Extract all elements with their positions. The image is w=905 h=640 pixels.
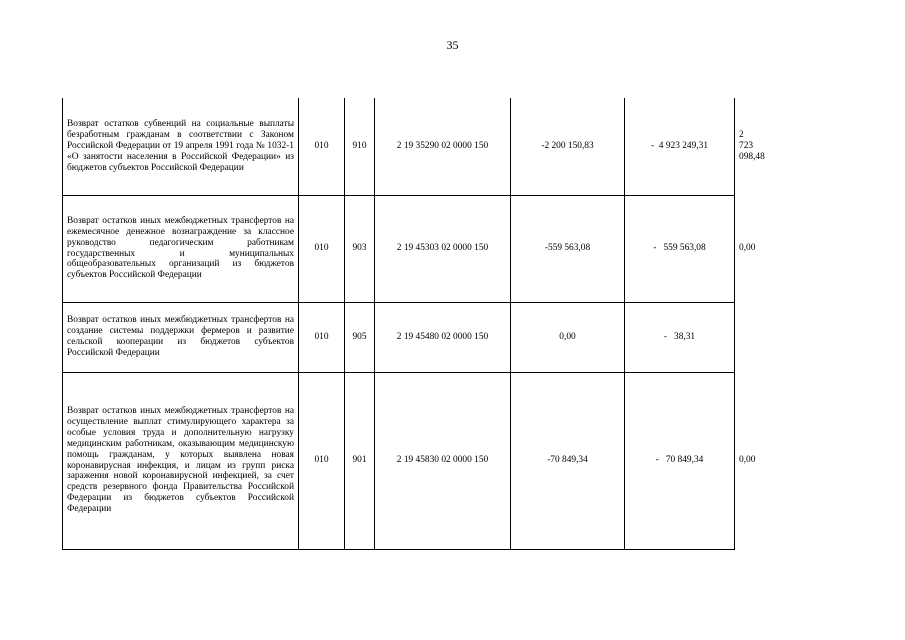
- table-row: Возврат остатков иных межбюджетных трансфертов на ежемесячное денежное вознаграждение за классное руководство педагогическим работникам государственных и муниципальных общеобразовательных организаций из бюджетов субъектов Российской Федерации 010 903 2 19 45303 02 0000 150 -559 563,08 - 559 563,08 0,00: [63, 195, 735, 302]
- amount-cell-2: - 4 923 249,31: [625, 98, 735, 195]
- admin-code-cell: 903: [345, 195, 375, 302]
- budget-table: [62, 98, 765, 550]
- amount-cell-2: - 70 849,34: [625, 372, 735, 549]
- amount-cell-1: -70 849,34: [511, 372, 625, 549]
- code-cell: 010: [299, 372, 345, 549]
- table-row: [63, 302, 735, 372]
- admin-code-cell: 910: [345, 98, 375, 195]
- amount-cell-1: -559 563,08: [511, 195, 625, 302]
- code-cell: 010: [299, 98, 345, 195]
- kbk-code-cell: 2 19 45480 02 0000 150: [375, 302, 511, 372]
- row-description: Возврат остатков субвенций на социальные выплаты безработным гражданам в соответствии с Законом Российской Федерации от 19 апреля 1991 года № 1032-1 «О занятости населения в Российской Федерации» из бюджетов субъектов Российской Федерации: [63, 98, 299, 195]
- kbk-code-cell: 2 19 45303 02 0000 150: [375, 195, 511, 302]
- kbk-code-cell: 2 19 45830 02 0000 150: [375, 372, 511, 549]
- table-row: Возврат остатков субвенций на социальные выплаты безработным гражданам в соответствии с Законом Российской Федерации от 19 апреля 1991 года № 1032-1 «О занятости населения в Российской Федерации» из бюджетов субъектов Российской Федерации 010 910 2 19 35290 02 0000 150 -2 200 150,83 - 4 923 249,31 2 723 098,48: [63, 98, 735, 195]
- amount-cell-1: 0,00: [511, 302, 625, 372]
- admin-code-cell: 905: [345, 302, 375, 372]
- table-row: Возврат остатков иных межбюджетных трансфертов на осуществление выплат стимулирующего характера за особые условия труда и дополнительную нагрузку медицинским работникам, оказывающим медицинскую помощь гражданам, у которых выявлена новая коронавирусная инфекция, и лицам из групп риска заражения новой коронавирусной инфекцией, за счет средств резервного фонда Правительства Российской Федерации из бюджетов субъектов Российской Федерации 010 901 2 19 45830 02 0000 150 -70 849,34 - 70 849,34 0,00: [63, 372, 735, 549]
- amount-cell-2: - 559 563,08: [625, 195, 735, 302]
- code-cell: 010: [299, 195, 345, 302]
- row-description: Возврат остатков иных межбюджетных трансфертов на создание системы поддержки фермеров и развитие сельской кооперации из бюджетов субъектов Российской Федерации: [63, 302, 299, 372]
- admin-code-cell: 901: [345, 372, 375, 549]
- page-number: 35: [446, 38, 459, 52]
- row-description: Возврат остатков иных межбюджетных трансфертов на ежемесячное денежное вознаграждение за классное руководство педагогическим работникам государственных и муниципальных общеобразовательных организаций из бюджетов субъектов Российской Федерации: [63, 195, 299, 302]
- amount-cell-2: - 38,31: [625, 302, 735, 372]
- code-cell: 010: [299, 302, 345, 372]
- row-description: Возврат остатков иных межбюджетных трансфертов на осуществление выплат стимулирующего характера за особые условия труда и дополнительную нагрузку медицинским работникам, оказывающим медицинскую помощь гражданам, у которых выявлена новая коронавирусная инфекция, и лицам из групп риска заражения новой коронавирусной инфекцией, за счет средств резервного фонда Правительства Российской Федерации из бюджетов субъектов Российской Федерации: [63, 372, 299, 549]
- kbk-code-cell: 2 19 35290 02 0000 150: [375, 98, 511, 195]
- amount-cell-1: -2 200 150,83: [511, 98, 625, 195]
